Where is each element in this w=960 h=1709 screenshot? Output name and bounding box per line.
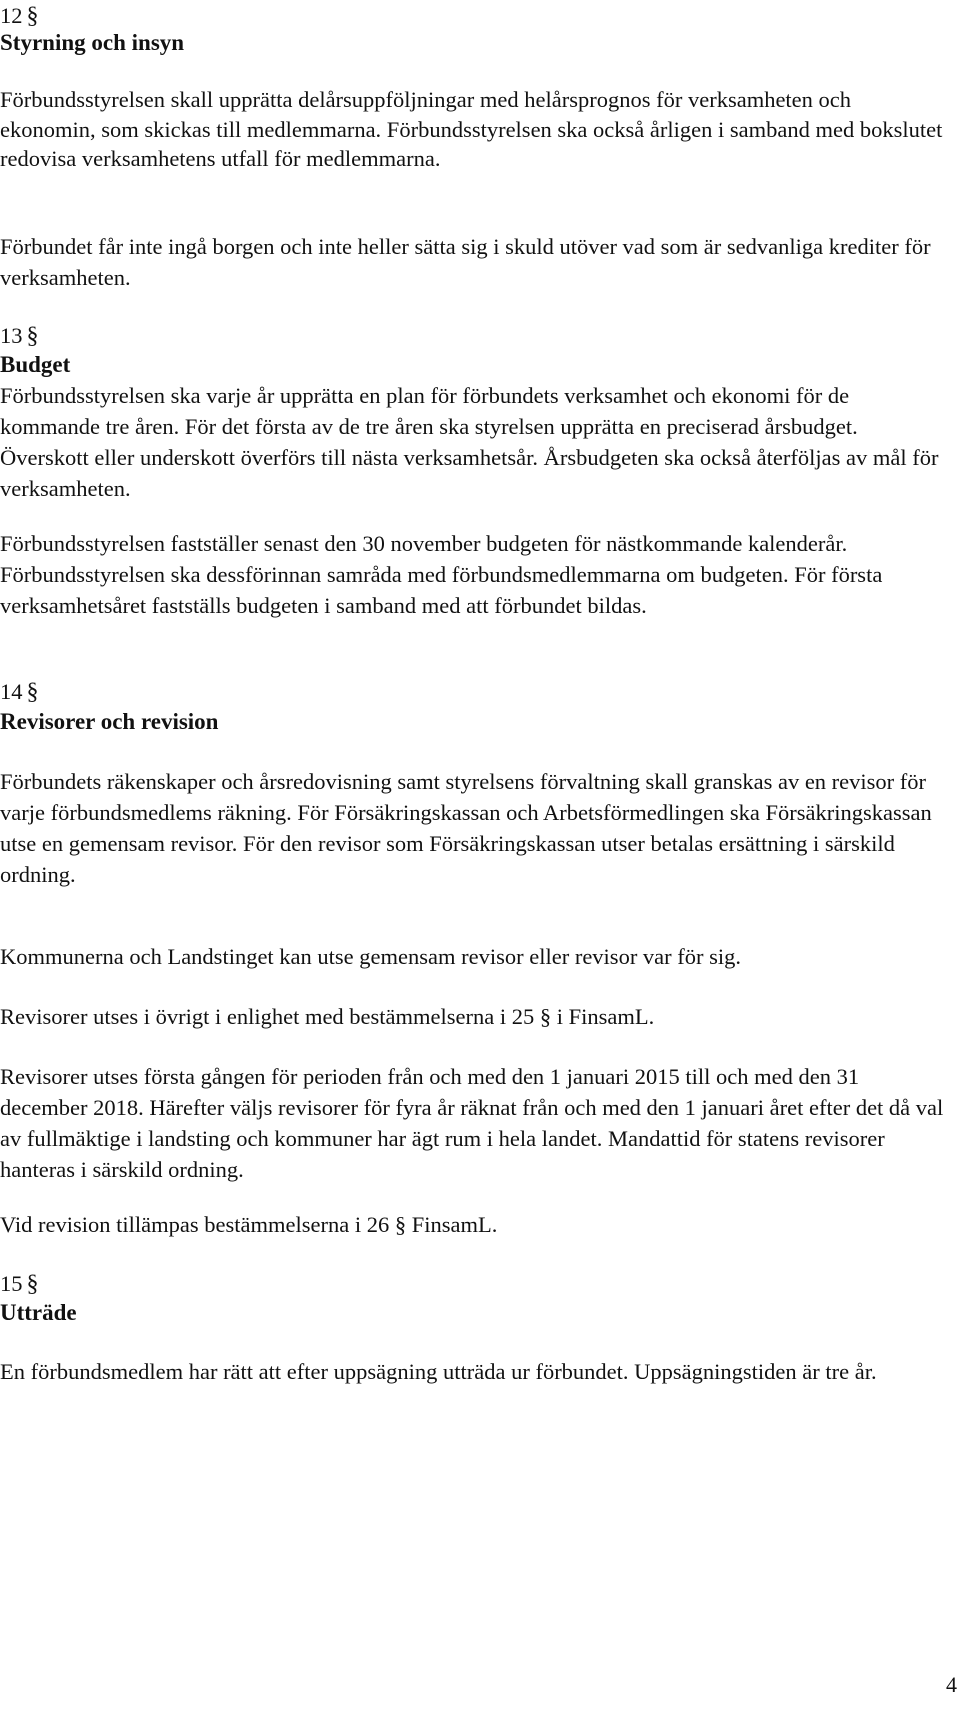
paragraph: Förbundet får inte ingå borgen och inte heller sätta sig i skuld utöver vad som är sedvanliga krediter för verksamheten. <box>0 234 931 290</box>
paragraph: Revisorer utses första gången för perioden från och med den 1 januari 2015 till och med den 31 december 2018. Härefter väljs revisorer för fyra år räknat från och med den 1 januari året efter det då val av fullmäktige i landsting och kommuner har ägt rum i hela landet. Mandattid för statens revisorer hanteras i särskild ordning. <box>0 1064 944 1182</box>
section-symbol: § <box>26 323 39 349</box>
section-title: Revisorer och revision <box>0 709 219 734</box>
paragraph: Revisorer utses i övrigt i enlighet med bestämmelserna i 25 § i FinsamL. <box>0 1004 655 1029</box>
section-13-header <box>0 320 950 352</box>
section-number: 13 <box>0 323 23 348</box>
paragraph: En förbundsmedlem har rätt att efter uppsägning utträda ur förbundet. Uppsägningstiden är tre år. <box>0 1359 877 1384</box>
paragraph: Vid revision tillämpas bestämmelserna i 26 § FinsamL. <box>0 1212 498 1237</box>
section-number: 14 <box>0 679 23 704</box>
page-number: 4 <box>946 1672 957 1697</box>
section-15-header <box>0 1268 950 1300</box>
paragraph: Förbundsstyrelsen fastställer senast den 30 november budgeten för nästkommande kalenderår. Förbundsstyrelsen ska dessförinnan samråda med förbundsmedlemmarna om budgeten. För första verksamhetsåret fastställs budgeten i samband med att förbundet bildas. <box>0 531 883 618</box>
paragraph: Kommunerna och Landstinget kan utse gemensam revisor eller revisor var för sig. <box>0 944 742 969</box>
paragraph: Förbundsstyrelsen skall upprätta delårsuppföljningar med helårsprognos för verksamheten och ekonomin, som skickas till medlemmarna. Förbundsstyrelsen ska också årligen i samband med bokslutet redovisa verksamhetens utfall för medlemmarna. <box>0 87 943 171</box>
section-symbol: § <box>26 3 39 29</box>
section-title: Styrning och insyn <box>0 30 185 55</box>
section-title: Utträde <box>0 1300 77 1325</box>
section-number: 15 <box>0 1271 23 1296</box>
section-symbol: § <box>26 1271 39 1297</box>
section-14-header <box>0 676 950 708</box>
paragraph: Förbundsstyrelsen ska varje år upprätta en plan för förbundets verksamhet och ekonomi för de kommande tre åren. För det första av de tre åren ska styrelsen upprätta en preciserad årsbudget. Överskott eller underskott överförs till nästa verksamhetsår. Årsbudgeten ska också återföljas av mål för verksamheten. <box>0 383 939 501</box>
section-symbol: § <box>26 679 39 705</box>
paragraph: Förbundets räkenskaper och årsredovisning samt styrelsens förvaltning skall granskas av en revisor för varje förbundsmedlems räkning. För Försäkringskassan och Arbetsförmedlingen ska Försäkringskassan utse en gemensam revisor. För den revisor som Försäkringskassan utser betalas ersättning i särskild ordning. <box>0 769 932 887</box>
section-title: Budget <box>0 352 71 377</box>
section-number: 12 <box>0 3 23 28</box>
